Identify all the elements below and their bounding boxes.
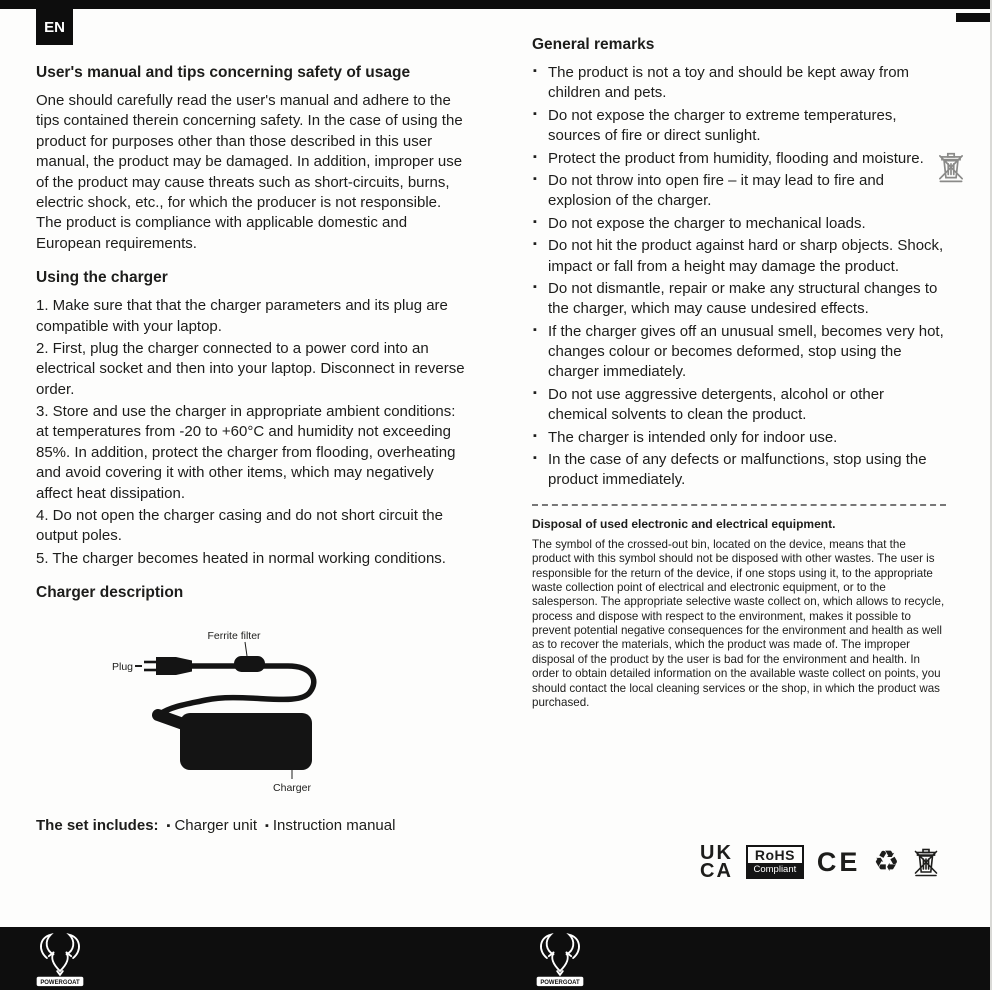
- weee-bin-icon: [912, 845, 940, 879]
- remark-item: ▪ Do not throw into open fire – it may lead to fire and explosion of the charger.: [532, 171, 946, 212]
- set-item-2: Instruction manual: [272, 817, 396, 835]
- plug-label: Plug: [112, 661, 134, 674]
- charger-label: Charger: [273, 782, 311, 795]
- set-includes-label: The set includes:: [36, 817, 159, 835]
- corner-mark: [956, 13, 990, 22]
- bullet-icon: ▪: [264, 820, 269, 833]
- rohs-label: RoHS: [754, 847, 795, 864]
- powergoat-brand-text: POWERGOAT: [540, 979, 580, 986]
- general-remarks-list: [532, 63, 946, 491]
- safety-title: User's manual and tips concerning safety of usage: [36, 64, 411, 81]
- language-badge: EN: [36, 9, 73, 45]
- step-3: 3. Store and use the charger in appropriate ambient conditions: at temperatures from -20 to +60°C and humidity not exceeding 85%. In addition, protect the charger from flooding, overheating and avoid covering it with other items, which may negatively affect heat dissipation.: [36, 403, 456, 502]
- ukca-line1: UK: [700, 842, 733, 864]
- disposal-title: Disposal of used electronic and electrical equipment.: [532, 516, 836, 531]
- using-charger-steps: [36, 296, 468, 569]
- ukca-mark: [700, 844, 733, 881]
- dashed-divider: [532, 504, 946, 506]
- powergoat-logo: [32, 930, 88, 988]
- step-5: 5. The charger becomes heated in normal working conditions.: [36, 549, 446, 567]
- remark-item: ▪ Protect the product from humidity, flooding and moisture.: [532, 149, 946, 169]
- footer-bar: [0, 927, 990, 990]
- bullet-icon: ▪: [166, 820, 171, 833]
- right-column: [532, 36, 946, 710]
- plug-connector: [156, 657, 192, 675]
- rohs-mark: [746, 845, 804, 879]
- remark-item: ▪ The product is not a toy and should be kept away from children and pets.: [532, 63, 946, 104]
- step-1: 1. Make sure that that the charger parameters and its plug are compatible with your laptop.: [36, 297, 448, 335]
- powergoat-brand-text: POWERGOAT: [40, 979, 80, 986]
- remark-item: ▪ Do not expose the charger to mechanical loads.: [532, 214, 946, 234]
- top-strip: [0, 0, 990, 9]
- remark-item: ▪ Do not expose the charger to extreme temperatures, sources of fire or direct sunlight.: [532, 106, 946, 147]
- remark-item: ▪ In the case of any defects or malfunctions, stop using the product immediately.: [532, 450, 946, 491]
- remark-item: ▪ If the charger gives off an unusual smell, becomes very hot, changes colour or becomes deformed, stop using the charger immediately.: [532, 322, 946, 383]
- ce-mark: CE: [816, 846, 861, 877]
- crossed-out-bin-icon: [936, 150, 966, 184]
- charger-diagram: [106, 626, 468, 801]
- charger-description-title: Charger description: [36, 584, 184, 602]
- ukca-line2: CA: [700, 860, 733, 883]
- safety-body: One should carefully read the user's manual and adhere to the tips contained therein concerning safety. In the case of using the product for purposes other than those described in this user manual, the product may be damaged. In addition, improper use of the product may cause threats such as short-circuits, burns, electric shock, etc., for which the producer is not responsible. The product is compliance with applicable domestic and European requirements.: [36, 92, 463, 252]
- step-2: 2. First, plug the charger connected to a power cord into an electrical socket and then into your laptop. Disconnect in reverse order.: [36, 339, 465, 398]
- set-includes: [36, 817, 468, 834]
- remark-item: ▪ Do not dismantle, repair or make any structural changes to the charger, which may cause undesired effects.: [532, 279, 946, 320]
- recycle-icon: ♻: [873, 845, 900, 878]
- general-remarks-title: General remarks: [532, 36, 655, 53]
- disposal-body: The symbol of the crossed-out bin, located on the device, means that the product with this symbol should not be disposed with other wastes. The user is responsible for the return of the device, if one stops using it, to the appropriate waste collection point of electrical and electronic equipment, or to the salesperson. The appropriate selective waste collect on, which allows to recycle, process and dispose with respect to the environment, makes it possible to prevent potential negative consequences for the environment and health as well as to recover the materials, which the product was made of. The improper disposal of the product by the user is bad for the environment and health. In order to obtain detailed information on the available waste collect on points, you should contact the local cleaning services or the shop, in which the product was purchased.: [532, 537, 945, 709]
- rohs-compliant-label: Compliant: [748, 863, 802, 877]
- left-column: [36, 64, 468, 834]
- compliance-marks: [700, 844, 956, 881]
- step-4: 4. Do not open the charger casing and do not short circuit the output poles.: [36, 507, 443, 545]
- remark-item: ▪ Do not hit the product against hard or sharp objects. Shock, impact or fall from a height may damage the product.: [532, 236, 946, 277]
- remark-item: ▪ The charger is intended only for indoor use.: [532, 428, 946, 448]
- set-item-1: Charger unit: [174, 817, 257, 835]
- ferrite-filter: [234, 656, 265, 672]
- powergoat-logo: [532, 930, 588, 988]
- charger-brick: [180, 713, 312, 770]
- using-charger-title: Using the charger: [36, 269, 168, 287]
- charger-diagram-svg: [106, 626, 342, 796]
- ferrite-filter-label: Ferrite filter: [207, 630, 261, 643]
- remark-item: ▪ Do not use aggressive detergents, alcohol or other chemical solvents to clean the product.: [532, 385, 946, 426]
